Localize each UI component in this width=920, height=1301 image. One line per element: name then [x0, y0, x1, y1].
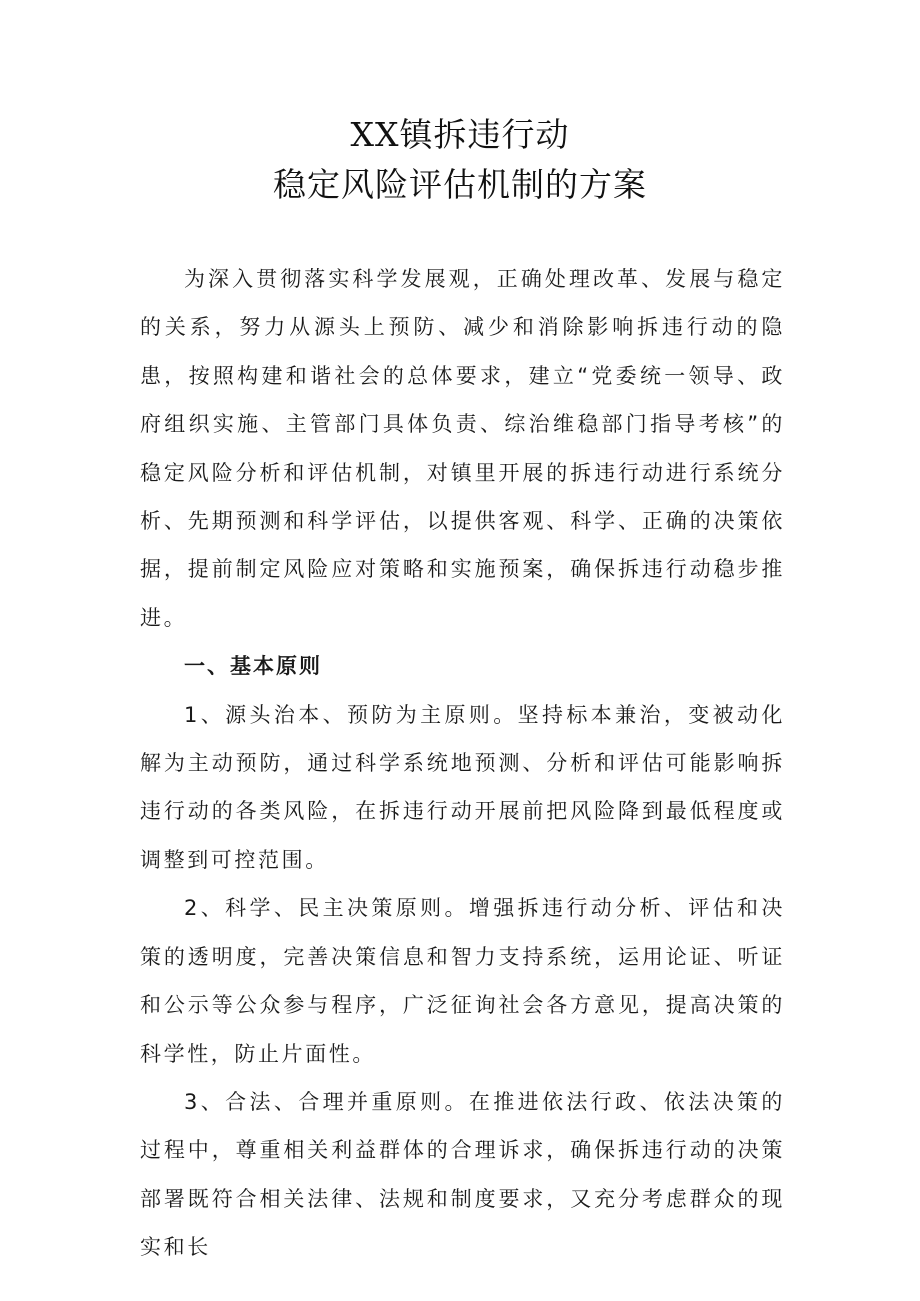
principle-paragraph-3: 3、合法、合理并重原则。在推进依法行政、依法决策的过程中，尊重相关利益群体的合理诉求，确保拆违行动的决策部署既符合相关法律、法规和制度要求，又充分考虑群众的现实和长 [140, 1089, 785, 1260]
principle-paragraph-1: 1、源头治本、预防为主原则。坚持标本兼治，变被动化解为主动预防，通过科学系统地预测、分析和评估可能影响拆违行动的各类风险，在拆违行动开展前把风险降到最低程度或调整到可控范围。 [140, 702, 785, 872]
intro-paragraph: 为深入贯彻落实科学发展观，正确处理改革、发展与稳定的关系，努力从源头上预防、减少和消除影响拆违行动的隐患，按照构建和谐社会的总体要求，建立“党委统一领导、政府组织实施、主管部门具体负责、综治维稳部门指导考核”的稳定风险分析和评估机制，对镇里开展的拆违行动进行系统分析、先期预测和科学评估，以提供客观、科学、正确的决策依据，提前制定风险应对策略和实施预案，确保拆违行动稳步推进。 [140, 267, 785, 630]
document-body [140, 255, 785, 1272]
document-title-line-2: 稳定风险评估机制的方案 [273, 165, 647, 204]
document-title-line-1: XX镇拆违行动 [350, 115, 570, 154]
section-heading-basic-principles: 一、基本原则 [184, 654, 322, 679]
principle-paragraph-2: 2、科学、民主决策原则。增强拆违行动分析、评估和决策的透明度，完善决策信息和智力支持系统，运用论证、听证和公示等公众参与程序，广泛征询社会各方意见，提高决策的科学性，防止片面性。 [140, 896, 785, 1066]
